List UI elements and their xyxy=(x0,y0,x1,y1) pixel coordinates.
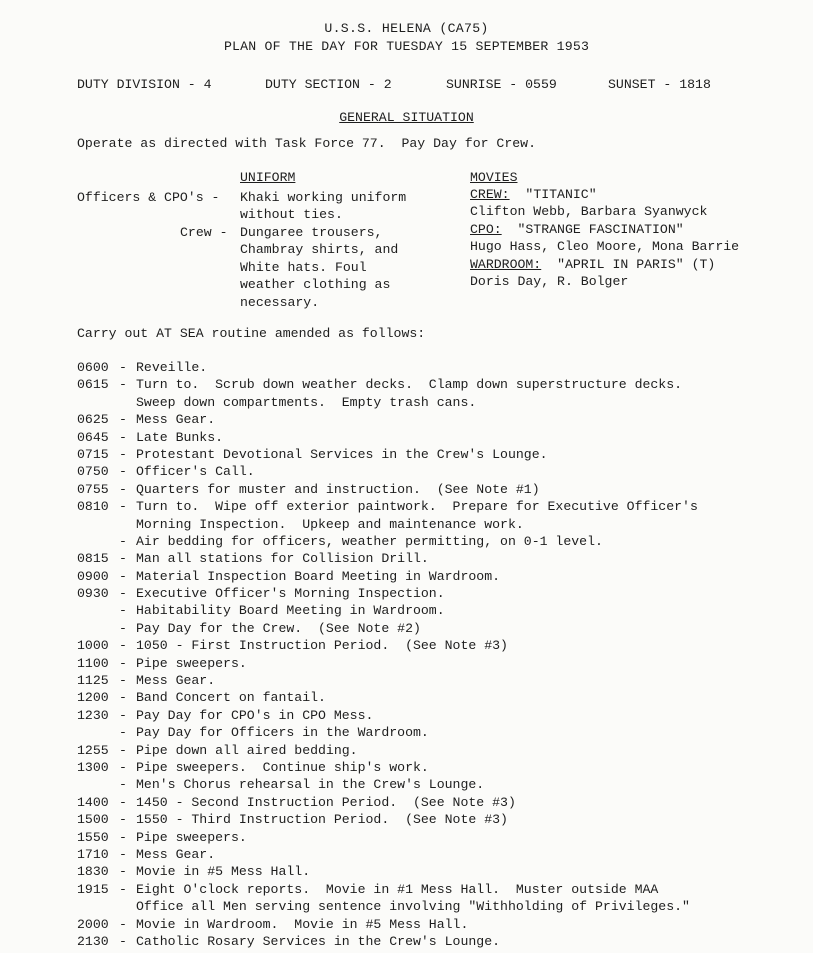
schedule-text: Pipe sweepers. xyxy=(136,829,247,845)
schedule-time: 0715 xyxy=(77,446,109,462)
schedule-time: 0810 xyxy=(77,499,109,515)
schedule-dash: - xyxy=(119,881,127,897)
schedule-text: Office all Men serving sentence involving "Withholding of Privileges." xyxy=(136,899,690,915)
schedule-text: Movie in #5 Mess Hall. xyxy=(136,864,311,880)
schedule-dash: - xyxy=(119,673,127,689)
schedule-text: Turn to. Scrub down weather decks. Clamp down superstructure decks. xyxy=(136,377,683,393)
schedule-time: 0815 xyxy=(77,551,109,567)
movie-cpo-cast: Hugo Hass, Cleo Moore, Mona Barrie xyxy=(470,239,740,255)
schedule-time: 0625 xyxy=(77,412,109,428)
schedule-dash: - xyxy=(119,690,127,706)
schedule-time: 0645 xyxy=(77,429,109,445)
movie-wardroom-cast: Doris Day, R. Bolger xyxy=(470,273,629,289)
schedule-text: Morning Inspection. Upkeep and maintenance work. xyxy=(136,516,524,532)
schedule-time: 1000 xyxy=(77,638,109,654)
sunset: SUNSET - 1818 xyxy=(608,77,711,92)
schedule-text: Sweep down compartments. Empty trash cans. xyxy=(136,394,477,410)
schedule-time: 1300 xyxy=(77,759,109,775)
movies-heading: MOVIES xyxy=(470,170,518,185)
schedule-text: Mess Gear. xyxy=(136,846,216,862)
schedule-text: Men's Chorus rehearsal in the Crew's Lounge. xyxy=(136,777,485,793)
schedule-dash: - xyxy=(119,481,127,497)
schedule-dash: - xyxy=(119,777,127,793)
schedule-text: Late Bunks. xyxy=(136,429,224,445)
schedule-text: Pay Day for CPO's in CPO Mess. xyxy=(136,707,374,723)
schedule-dash: - xyxy=(119,568,127,584)
schedule-text: Catholic Rosary Services in the Crew's Lounge. xyxy=(136,933,501,949)
schedule-dash: - xyxy=(119,638,127,654)
uniform-line: White hats. Foul xyxy=(240,259,367,275)
movie-cpo xyxy=(470,221,739,238)
ship-name: U.S.S. HELENA (CA75) xyxy=(324,21,489,36)
uniform-line: Chambray shirts, and xyxy=(240,242,399,258)
schedule-time: 1830 xyxy=(77,864,109,880)
schedule-dash: - xyxy=(119,933,127,949)
schedule-time: 0750 xyxy=(77,464,109,480)
schedule-text: Movie in Wardroom. Movie in #5 Mess Hall. xyxy=(136,916,469,932)
schedule-time: 1400 xyxy=(77,794,109,810)
schedule-dash: - xyxy=(119,499,127,515)
schedule-time: 1125 xyxy=(77,673,109,689)
schedule-time: 0600 xyxy=(77,360,109,375)
duty-division: DUTY DIVISION - 4 xyxy=(77,77,212,92)
schedule-time: 2130 xyxy=(77,933,109,949)
uniform-line: necessary. xyxy=(240,294,320,310)
movie-crew-cast: Clifton Webb, Barbara Syanwyck xyxy=(470,204,708,220)
schedule-time: 0930 xyxy=(77,586,109,602)
movie-crew-title: "TITANIC" xyxy=(525,187,597,202)
movie-cpo-title: "STRANGE FASCINATION" xyxy=(517,221,684,237)
schedule-time: 1230 xyxy=(77,707,109,723)
schedule-text: Reveille. xyxy=(136,360,208,375)
schedule-dash: - xyxy=(119,916,127,932)
schedule-time: 0755 xyxy=(77,481,109,497)
schedule-dash: - xyxy=(119,794,127,810)
movie-crew xyxy=(470,186,739,203)
uniform-line: weather clothing as xyxy=(240,277,391,293)
schedule-text: 1050 - First Instruction Period. (See Note #3) xyxy=(136,638,508,654)
schedule-text: Man all stations for Collision Drill. xyxy=(136,551,429,567)
movie-wardroom xyxy=(470,256,739,273)
schedule-text: Eight O'clock reports. Movie in #1 Mess Hall. Muster outside MAA xyxy=(136,881,659,897)
routine-intro: Carry out AT SEA routine amended as follows: xyxy=(77,326,426,341)
schedule-dash: - xyxy=(119,846,127,862)
schedule-dash: - xyxy=(119,464,127,480)
crew-uniform xyxy=(240,224,398,311)
schedule-text: Material Inspection Board Meeting in Wardroom. xyxy=(136,568,501,584)
schedule-dash: - xyxy=(119,533,127,549)
schedule-text: Mess Gear. xyxy=(136,412,216,428)
schedule-dash: - xyxy=(119,655,127,671)
sunrise: SUNRISE - 0559 xyxy=(446,77,557,92)
schedule-text: Air bedding for officers, weather permitting, on 0-1 level. xyxy=(136,533,603,549)
officers-label: Officers & CPO's - xyxy=(77,190,220,205)
movie-cpo-label: CPO: xyxy=(470,221,502,237)
movie-crew-label: CREW: xyxy=(470,187,510,202)
schedule-dash: - xyxy=(119,446,127,462)
general-situation-heading: GENERAL SITUATION xyxy=(339,110,474,125)
schedule-time: 1255 xyxy=(77,742,109,758)
schedule-text: Mess Gear. xyxy=(136,673,216,689)
schedule-dash: - xyxy=(119,551,127,567)
uniform-line: Dungaree trousers, xyxy=(240,225,383,240)
uniform-line: without ties. xyxy=(240,207,343,223)
schedule-dash: - xyxy=(119,707,127,723)
schedule-text: Protestant Devotional Services in the Crew's Lounge. xyxy=(136,446,548,462)
schedule-text: Turn to. Wipe off exterior paintwork. Prepare for Executive Officer's xyxy=(136,499,698,515)
schedule-text: Habitability Board Meeting in Wardroom. xyxy=(136,603,445,619)
schedule-text: Pay Day for the Crew. (See Note #2) xyxy=(136,620,421,636)
schedule-time: 1200 xyxy=(77,690,109,706)
schedule-time: 1500 xyxy=(77,812,109,828)
schedule-dash: - xyxy=(119,620,127,636)
duty-section: DUTY SECTION - 2 xyxy=(265,77,392,92)
schedule-dash: - xyxy=(119,360,127,375)
schedule-text: Band Concert on fantail. xyxy=(136,690,326,706)
schedule-text: Pipe down all aired bedding. xyxy=(136,742,358,758)
schedule-dash: - xyxy=(119,725,127,741)
general-situation-text: Operate as directed with Task Force 77. Pay Day for Crew. xyxy=(77,136,536,151)
crew-label: Crew - xyxy=(180,225,228,240)
movie-wardroom-label: WARDROOM: xyxy=(470,256,542,272)
schedule-dash: - xyxy=(119,742,127,758)
schedule-dash: - xyxy=(119,603,127,619)
schedule-dash: - xyxy=(119,759,127,775)
schedule-text: Officer's Call. xyxy=(136,464,255,480)
schedule-dash: - xyxy=(119,377,127,393)
schedule-text: Quarters for muster and instruction. (See Note #1) xyxy=(136,481,540,497)
schedule-time: 0900 xyxy=(77,568,109,584)
schedule-text: Pipe sweepers. xyxy=(136,655,247,671)
movie-wardroom-title: "APRIL IN PARIS" (T) xyxy=(557,256,716,272)
schedule-time: 2000 xyxy=(77,916,109,932)
schedule-time: 1550 xyxy=(77,829,109,845)
schedule-text: 1550 - Third Instruction Period. (See Note #3) xyxy=(136,812,508,828)
schedule-dash: - xyxy=(119,586,127,602)
schedule-text: Pay Day for Officers in the Wardroom. xyxy=(136,725,429,741)
schedule-text: Pipe sweepers. Continue ship's work. xyxy=(136,759,429,775)
movies-list xyxy=(470,186,739,290)
schedule-time: 1915 xyxy=(77,881,109,897)
uniform-heading: UNIFORM xyxy=(240,170,296,185)
officers-uniform xyxy=(240,189,406,224)
plan-title: PLAN OF THE DAY FOR TUESDAY 15 SEPTEMBER 1953 xyxy=(223,39,590,54)
schedule-time: 1710 xyxy=(77,846,109,862)
schedule-dash: - xyxy=(119,829,127,845)
schedule-dash: - xyxy=(119,864,127,880)
uniform-line: Khaki working uniform xyxy=(240,190,407,205)
schedule-text: Executive Officer's Morning Inspection. xyxy=(136,586,445,602)
schedule-time: 1100 xyxy=(77,655,109,671)
schedule-dash: - xyxy=(119,412,127,428)
schedule-time: 0615 xyxy=(77,377,109,393)
schedule-dash: - xyxy=(119,429,127,445)
schedule-text: 1450 - Second Instruction Period. (See Note #3) xyxy=(136,794,516,810)
schedule-dash: - xyxy=(119,812,127,828)
